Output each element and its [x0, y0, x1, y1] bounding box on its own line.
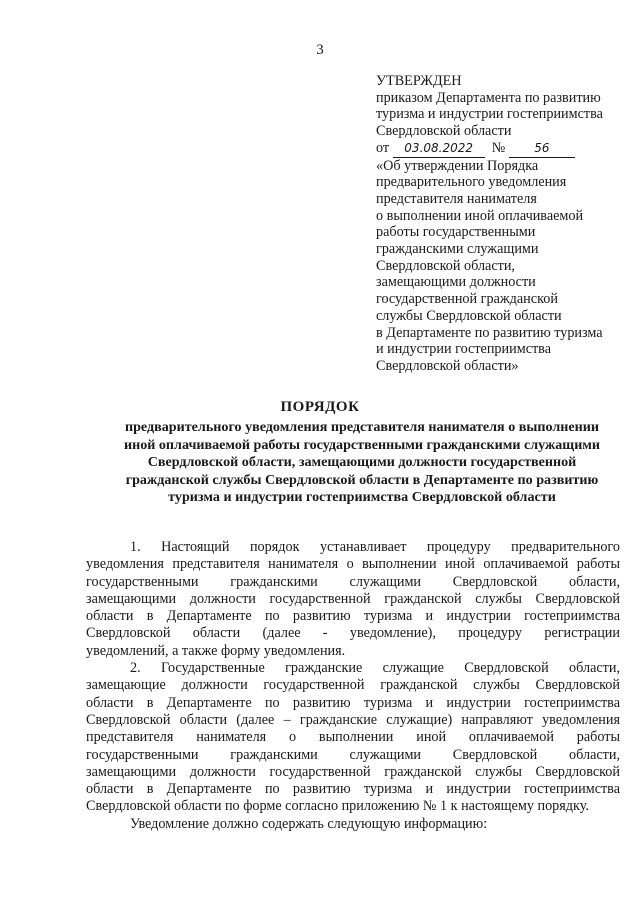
paragraph-line: государственными гражданскими служащими Свердловской области,	[86, 573, 620, 590]
approval-subject-line: представителя нанимателя	[376, 190, 537, 207]
paragraph-2	[86, 660, 620, 816]
subtitle-line: гражданской службы Свердловской области в Департаменте по развитию	[125, 471, 599, 488]
paragraph-line: представителя нанимателя о выполнении иной оплачиваемой работы	[86, 729, 620, 746]
date-prefix: от	[376, 139, 390, 156]
paragraph-line: области в Департаменте по развитию туризма и индустрии гостеприимства	[86, 608, 620, 625]
handwritten-date: 03.08.2022	[393, 140, 485, 158]
paragraph-line: 2. Государственные гражданские служащие Свердловской области,	[130, 660, 620, 677]
paragraph-line: области в Департаменте по развитию туризма и индустрии гостеприимства	[86, 694, 620, 711]
paragraph-3: Уведомление должно содержать следующую информацию:	[130, 815, 488, 832]
paragraph-line: области в Департаменте по развитию туризма и индустрии гостеприимства	[86, 781, 620, 798]
approval-subject-line: и индустрии гостеприимства	[376, 341, 551, 358]
paragraph-line: государственными гражданскими служащими Свердловской области,	[86, 746, 620, 763]
paragraph-1	[86, 539, 620, 660]
paragraph-line: 1. Настоящий порядок устанавливает процедуру предварительного	[130, 539, 620, 555]
paragraph-line: замещающими должности государственной гражданской службы Свердловской	[86, 590, 620, 607]
subtitle-line: туризма и индустрии гостеприимства Свердловской области	[168, 489, 556, 506]
paragraph-line: замещающими должности государственной гражданской службы Свердловской	[86, 763, 620, 780]
approval-subject-line: работы государственными	[376, 224, 536, 241]
approval-subject-line: замещающими должности	[376, 274, 536, 291]
document-body	[86, 539, 620, 833]
approval-date-line	[376, 140, 626, 158]
approval-line: Свердловской области	[376, 123, 512, 140]
paragraph-line: уведомления представителя нанимателя о выполнении иной оплачиваемой работы	[86, 556, 620, 573]
approval-subject-line: Свердловской области»	[376, 357, 519, 374]
approval-line: туризма и индустрии гостеприимства	[376, 106, 603, 123]
handwritten-number: 56	[509, 140, 575, 158]
paragraph-line: уведомлений, а также форму уведомления.	[86, 642, 346, 659]
document-title: ПОРЯДОК	[280, 399, 360, 415]
approval-subject-line: предварительного уведомления	[376, 174, 567, 191]
subtitle-line: Свердловской области, замещающими должности государственной	[147, 454, 577, 471]
approval-subject-line: службы Свердловской области	[376, 307, 562, 324]
approval-line: приказом Департамента по развитию	[376, 89, 601, 106]
subtitle-line: иной оплачиваемой работы государственными гражданскими служащими	[123, 436, 601, 453]
subtitle-line: предварительного уведомления представителя нанимателя о выполнении	[124, 419, 600, 435]
page-number: 3	[316, 42, 324, 58]
approval-subject-line: в Департаменте по развитию туризма	[376, 324, 603, 341]
paragraph-line: Свердловской области (далее - уведомление), процедуру регистрации	[86, 625, 620, 642]
approval-subject-line: «Об утверждении Порядка	[376, 157, 539, 174]
approval-subject-line: гражданскими служащими	[376, 241, 539, 258]
approval-heading: УТВЕРЖДЕН	[376, 73, 462, 89]
approval-subject-line: о выполнении иной оплачиваемой	[376, 207, 584, 224]
paragraph-line: Свердловской области (далее – гражданские служащие) направляют уведомления	[86, 711, 620, 728]
number-prefix: №	[491, 139, 506, 156]
approval-subject-line: государственной гражданской	[376, 291, 558, 308]
paragraph-line: замещающие должности государственной гражданской службы Свердловской	[86, 677, 620, 694]
approval-subject-line: Свердловской области,	[376, 257, 515, 274]
paragraph-line: Свердловской области по форме согласно приложению № 1 к настоящему порядку.	[86, 798, 589, 815]
document-subtitle	[82, 419, 640, 507]
approval-stamp	[376, 73, 626, 375]
